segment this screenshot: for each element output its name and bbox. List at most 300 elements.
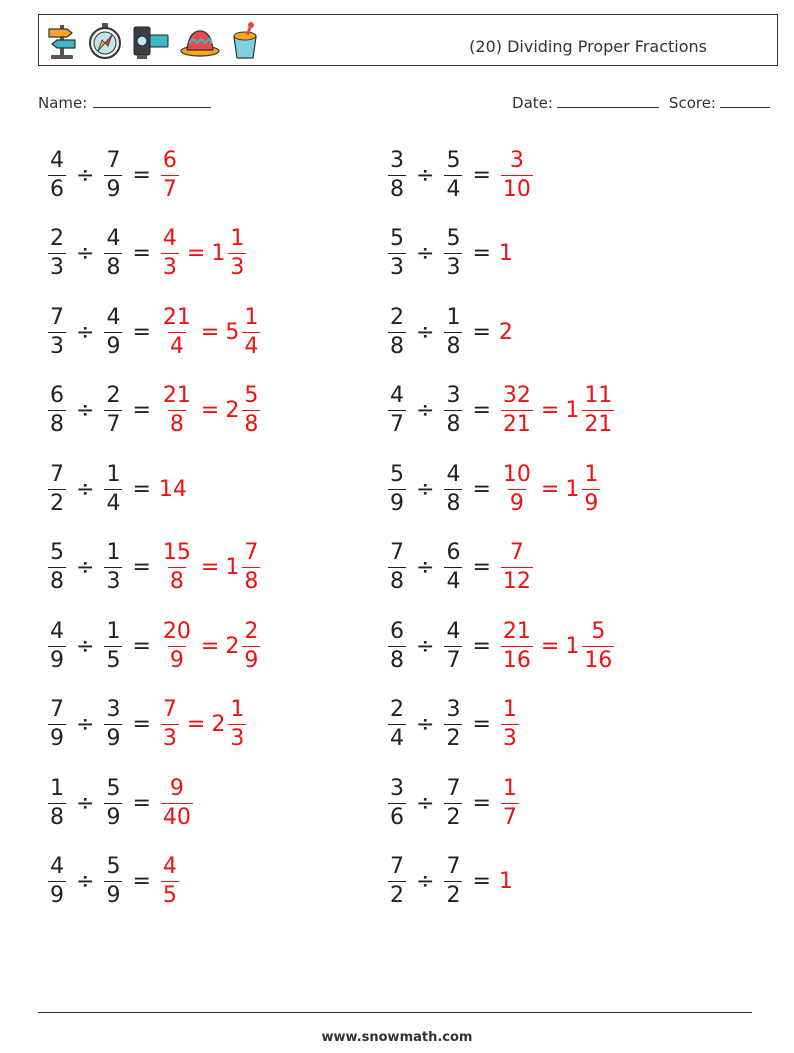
answer-fraction-numerator: 1: [244, 304, 259, 330]
answer-fraction: [501, 461, 533, 516]
answer-fraction: [242, 618, 260, 673]
equals-sign: =: [472, 633, 491, 659]
dividend-fraction-denominator: 2: [50, 490, 64, 516]
answer: [225, 385, 262, 436]
divisor-fraction-denominator: 8: [446, 412, 461, 437]
divisor-fraction-numerator: 6: [446, 540, 461, 565]
dividend-fraction: [388, 147, 406, 202]
divide-sign: ÷: [76, 633, 95, 659]
divisor-fraction-numerator: 4: [106, 304, 121, 330]
answer-fraction-numerator: 21: [502, 618, 531, 644]
divisor-fraction-denominator: 8: [446, 490, 461, 516]
equals-sign: =: [472, 319, 491, 345]
divisor-fraction-denominator: 3: [446, 255, 461, 280]
answer-fraction-denominator: 3: [502, 726, 517, 751]
answer-fraction: [161, 699, 179, 750]
divide-sign: ÷: [416, 869, 435, 894]
equals-sign: =: [472, 869, 491, 894]
divisor-fraction: [444, 618, 462, 673]
divide-sign: ÷: [76, 869, 95, 894]
divisor-fraction-numerator: 3: [446, 383, 461, 408]
answer-whole: 1: [498, 869, 513, 894]
dividend-fraction-numerator: 5: [390, 461, 404, 487]
answer-fraction: [501, 147, 533, 202]
divisor-fraction: [444, 461, 462, 516]
answer-fraction-denominator: 10: [502, 176, 531, 202]
problem-item: [386, 533, 535, 603]
date-label: Date:: [512, 94, 553, 112]
answer: [159, 618, 195, 673]
equals-sign: =: [472, 398, 491, 423]
divisor-fraction-numerator: 5: [446, 147, 461, 173]
equals-sign: =: [132, 241, 151, 266]
answer: [159, 699, 181, 750]
divisor-fraction-denominator: 9: [106, 176, 121, 202]
problem-item: [46, 690, 248, 760]
equals-sign: =: [132, 476, 151, 502]
problem-item: [46, 533, 262, 603]
answer-whole: 1: [565, 633, 580, 659]
problem-item: [386, 847, 514, 917]
answer-fraction: [582, 461, 600, 516]
answer-fraction-denominator: 3: [162, 726, 177, 751]
equals-sign: =: [132, 555, 151, 580]
equals-sign: =: [132, 633, 151, 659]
answer: [211, 699, 248, 750]
divisor-fraction-denominator: 5: [106, 647, 121, 673]
dividend-fraction-denominator: 3: [50, 333, 64, 359]
equals-sign: =: [132, 398, 151, 423]
answer: [225, 542, 262, 593]
problem-item: [386, 297, 514, 367]
answer-whole: 1: [211, 241, 226, 266]
answer: [159, 856, 181, 907]
dividend-fraction: [388, 618, 406, 673]
dividend-fraction-denominator: 8: [390, 569, 404, 594]
camera-icon: [131, 21, 171, 61]
dividend-fraction: [48, 385, 66, 436]
divisor-fraction-denominator: 8: [106, 255, 121, 280]
answer-fraction-denominator: 12: [502, 569, 531, 594]
dividend-fraction-numerator: 4: [390, 383, 404, 408]
answer-fraction: [161, 147, 179, 202]
divisor-fraction: [444, 385, 462, 436]
dividend-fraction-denominator: 8: [50, 569, 64, 594]
equals-sign: =: [132, 869, 151, 894]
divide-sign: ÷: [76, 555, 95, 580]
answer-fraction-numerator: 7: [162, 697, 177, 722]
divide-sign: ÷: [416, 162, 435, 188]
equals-sign: =: [132, 162, 151, 188]
answer: [499, 241, 514, 266]
divide-sign: ÷: [416, 241, 435, 266]
divisor-fraction: [104, 147, 122, 202]
problem-item: [386, 768, 521, 838]
dividend-fraction-denominator: 6: [50, 176, 64, 202]
answer-fraction-numerator: 1: [502, 775, 517, 801]
name-label: Name:: [38, 94, 88, 112]
answer-fraction-numerator: 9: [169, 775, 184, 801]
dividend-fraction: [388, 856, 406, 907]
problem-item: [46, 376, 262, 446]
dividend-fraction-numerator: 4: [50, 618, 64, 644]
divisor-fraction: [444, 542, 462, 593]
answer: [159, 304, 195, 359]
dividend-fraction-denominator: 6: [390, 804, 404, 830]
divisor-fraction-numerator: 3: [106, 697, 121, 722]
answer: [211, 228, 248, 279]
dividend-fraction-denominator: 7: [390, 412, 404, 437]
divisor-fraction: [444, 304, 462, 359]
divisor-fraction-denominator: 9: [106, 804, 121, 830]
answer-fraction-numerator: 1: [230, 226, 245, 251]
dividend-fraction-numerator: 5: [390, 226, 404, 251]
dividend-fraction: [48, 856, 66, 907]
answer: [565, 385, 616, 436]
answer: [225, 304, 262, 359]
answer-equals-sign: =: [540, 633, 560, 659]
answer-whole: 14: [158, 476, 187, 502]
name-field: [38, 93, 211, 112]
answer-fraction: [501, 385, 533, 436]
divisor-fraction-numerator: 4: [446, 461, 461, 487]
divisor-fraction-denominator: 2: [446, 804, 461, 830]
dividend-fraction: [48, 775, 66, 830]
dividend-fraction-numerator: 7: [50, 304, 64, 330]
answer-fraction-denominator: 40: [162, 804, 191, 830]
answer: [499, 320, 514, 345]
answer-fraction: [161, 228, 179, 279]
dividend-fraction-denominator: 3: [50, 255, 64, 280]
divisor-fraction: [444, 147, 462, 202]
answer-fraction-numerator: 1: [584, 461, 599, 487]
answer: [499, 699, 521, 750]
divisor-fraction-denominator: 7: [106, 412, 121, 437]
dividend-fraction-denominator: 8: [390, 176, 404, 202]
problem-item: [386, 219, 514, 289]
score-label: Score:: [668, 94, 716, 112]
answer: [499, 618, 535, 673]
divisor-fraction: [444, 775, 462, 830]
dividend-fraction-numerator: 2: [390, 697, 404, 722]
equals-sign: =: [132, 790, 151, 816]
answer-equals-sign: =: [200, 319, 220, 345]
problem-item: [386, 454, 602, 524]
divisor-fraction-denominator: 9: [106, 883, 121, 908]
dividend-fraction: [48, 461, 66, 516]
answer-fraction-denominator: 9: [244, 647, 259, 673]
header-icons: [45, 21, 261, 61]
answer: [499, 385, 535, 436]
answer-fraction: [501, 775, 519, 830]
answer: [159, 228, 181, 279]
divisor-fraction-denominator: 9: [106, 726, 121, 751]
dividend-fraction-numerator: 7: [390, 540, 404, 565]
divisor-fraction-numerator: 1: [106, 540, 121, 565]
problem-item: [386, 140, 535, 210]
answer-fraction-numerator: 10: [502, 461, 531, 487]
answer: [565, 618, 616, 673]
answer-equals-sign: =: [186, 241, 206, 266]
answer-fraction-denominator: 7: [502, 804, 517, 830]
answer: [499, 461, 535, 516]
answer-fraction-numerator: 4: [162, 226, 177, 251]
answer-fraction-denominator: 9: [169, 647, 184, 673]
divisor-fraction: [104, 228, 122, 279]
answer-fraction-numerator: 3: [509, 147, 524, 173]
dividend-fraction-denominator: 4: [390, 726, 404, 751]
dividend-fraction: [48, 542, 66, 593]
answer: [159, 775, 195, 830]
dividend-fraction: [388, 228, 406, 279]
divisor-fraction-denominator: 2: [446, 726, 461, 751]
divisor-fraction: [104, 699, 122, 750]
problem-item: [46, 847, 181, 917]
answer-fraction-denominator: 3: [230, 255, 245, 280]
dividend-fraction-numerator: 7: [390, 854, 404, 879]
dividend-fraction-denominator: 9: [390, 490, 404, 516]
answer-whole: 2: [211, 712, 226, 737]
divisor-fraction-denominator: 4: [446, 176, 461, 202]
dividend-fraction: [48, 618, 66, 673]
answer-fraction-denominator: 8: [244, 412, 259, 437]
divisor-fraction: [444, 228, 462, 279]
dividend-fraction: [48, 228, 66, 279]
dividend-fraction: [388, 304, 406, 359]
answer-fraction-denominator: 7: [162, 176, 177, 202]
divide-sign: ÷: [76, 162, 95, 188]
answer-fraction-denominator: 21: [584, 412, 613, 437]
dividend-fraction: [388, 542, 406, 593]
divide-sign: ÷: [76, 790, 95, 816]
answer-fraction-numerator: 20: [162, 618, 191, 644]
worksheet-title: (20) Dividing Proper Fractions: [469, 37, 707, 56]
signpost-icon: [45, 21, 79, 61]
answer: [159, 147, 181, 202]
answer-fraction: [501, 699, 519, 750]
dividend-fraction-numerator: 2: [390, 304, 404, 330]
answer-equals-sign: =: [200, 398, 220, 423]
answer-fraction-numerator: 15: [162, 540, 191, 565]
answer-fraction-numerator: 21: [162, 383, 191, 408]
dividend-fraction-denominator: 8: [390, 333, 404, 359]
answer-fraction: [161, 385, 193, 436]
answer-fraction-numerator: 6: [162, 147, 177, 173]
divide-sign: ÷: [76, 712, 95, 737]
dividend-fraction: [388, 699, 406, 750]
answer-equals-sign: =: [200, 633, 220, 659]
answer-whole: 1: [225, 555, 240, 580]
dividend-fraction-numerator: 6: [50, 383, 64, 408]
dividend-fraction-numerator: 1: [50, 775, 64, 801]
answer-equals-sign: =: [540, 398, 560, 423]
answer-fraction-denominator: 8: [169, 569, 184, 594]
divisor-fraction-numerator: 7: [446, 854, 461, 879]
problem-item: [386, 611, 616, 681]
dividend-fraction-numerator: 3: [390, 147, 404, 173]
divisor-fraction-numerator: 1: [106, 618, 121, 644]
divisor-fraction-denominator: 8: [446, 333, 461, 359]
answer-fraction: [161, 856, 179, 907]
divisor-fraction-numerator: 5: [106, 775, 121, 801]
header-box: [38, 14, 778, 66]
divide-sign: ÷: [76, 241, 95, 266]
footer-divider: [38, 1012, 752, 1013]
dividend-fraction-denominator: 8: [50, 412, 64, 437]
dividend-fraction-denominator: 8: [390, 647, 404, 673]
answer-fraction-numerator: 7: [509, 540, 524, 565]
equals-sign: =: [132, 319, 151, 345]
dividend-fraction-numerator: 7: [50, 697, 64, 722]
answer-whole: 2: [498, 319, 513, 345]
divide-sign: ÷: [416, 319, 435, 345]
answer-whole: 5: [225, 319, 240, 345]
answer: [499, 542, 535, 593]
divisor-fraction-numerator: 1: [446, 304, 461, 330]
answer-fraction: [161, 775, 193, 830]
divide-sign: ÷: [76, 319, 95, 345]
answer-fraction: [228, 228, 246, 279]
answer-fraction-numerator: 21: [162, 304, 191, 330]
answer-fraction-denominator: 5: [162, 883, 177, 908]
divisor-fraction: [104, 618, 122, 673]
answer-fraction: [582, 385, 614, 436]
answer-fraction: [501, 618, 533, 673]
answer-fraction-numerator: 11: [584, 383, 613, 408]
dividend-fraction: [48, 699, 66, 750]
dividend-fraction-numerator: 5: [50, 540, 64, 565]
answer: [225, 618, 262, 673]
divide-sign: ÷: [416, 476, 435, 502]
answer-fraction-numerator: 32: [502, 383, 531, 408]
divisor-fraction-denominator: 4: [446, 569, 461, 594]
answer: [159, 477, 188, 502]
answer-equals-sign: =: [540, 476, 560, 502]
dividend-fraction-numerator: 3: [390, 775, 404, 801]
answer-fraction-denominator: 8: [244, 569, 259, 594]
dividend-fraction: [388, 461, 406, 516]
divide-sign: ÷: [416, 633, 435, 659]
divide-sign: ÷: [76, 476, 95, 502]
dividend-fraction: [48, 147, 66, 202]
divide-sign: ÷: [416, 398, 435, 423]
answer-fraction-denominator: 9: [584, 490, 599, 516]
answer-whole: 1: [565, 398, 580, 423]
dividend-fraction-denominator: 8: [50, 804, 64, 830]
divide-sign: ÷: [416, 712, 435, 737]
answer-fraction-denominator: 16: [584, 647, 613, 673]
answer-fraction: [582, 618, 614, 673]
answer-whole: 2: [225, 633, 240, 659]
answer-fraction-numerator: 5: [591, 618, 606, 644]
dividend-fraction-numerator: 6: [390, 618, 404, 644]
sand-bucket-icon: [229, 21, 261, 61]
hat-icon: [179, 21, 221, 61]
dividend-fraction-numerator: 4: [50, 147, 64, 173]
answer-fraction-denominator: 16: [502, 647, 531, 673]
divisor-fraction-numerator: 7: [446, 775, 461, 801]
divisor-fraction-numerator: 4: [446, 618, 461, 644]
answer-fraction: [161, 618, 193, 673]
footer-url: www.snowmath.com: [321, 1030, 473, 1045]
problem-item: [46, 611, 262, 681]
dividend-fraction-numerator: 7: [50, 461, 64, 487]
problem-item: [46, 297, 262, 367]
answer-fraction: [161, 542, 193, 593]
problem-item: [46, 219, 248, 289]
dividend-fraction: [48, 304, 66, 359]
answer-whole: 1: [498, 241, 513, 266]
divisor-fraction-numerator: 3: [446, 697, 461, 722]
date-score-fields: [512, 93, 770, 112]
problem-item: [386, 376, 616, 446]
divisor-fraction: [104, 385, 122, 436]
name-blank[interactable]: [93, 93, 211, 108]
answer-fraction-numerator: 2: [244, 618, 259, 644]
divide-sign: ÷: [416, 790, 435, 816]
answer-fraction: [242, 385, 260, 436]
equals-sign: =: [472, 476, 491, 502]
answer-fraction-denominator: 9: [509, 490, 524, 516]
answer-equals-sign: =: [186, 712, 206, 737]
answer-fraction-denominator: 3: [162, 255, 177, 280]
divisor-fraction: [444, 699, 462, 750]
equals-sign: =: [472, 162, 491, 188]
equals-sign: =: [472, 712, 491, 737]
divisor-fraction: [104, 542, 122, 593]
divisor-fraction-denominator: 2: [446, 883, 461, 908]
answer-fraction-numerator: 5: [244, 383, 259, 408]
dividend-fraction-denominator: 9: [50, 726, 64, 751]
compass-icon: [87, 21, 123, 61]
dividend-fraction-denominator: 3: [390, 255, 404, 280]
dividend-fraction-denominator: 2: [390, 883, 404, 908]
problem-item: [386, 690, 521, 760]
answer-fraction-numerator: 4: [162, 854, 177, 879]
divide-sign: ÷: [416, 555, 435, 580]
answer-fraction: [501, 542, 533, 593]
answer-fraction-numerator: 1: [230, 697, 245, 722]
answer-fraction-denominator: 4: [244, 333, 259, 359]
dividend-fraction-numerator: 4: [50, 854, 64, 879]
answer-fraction: [228, 699, 246, 750]
divisor-fraction-numerator: 4: [106, 226, 121, 251]
answer-fraction: [242, 542, 260, 593]
answer-whole: 2: [225, 398, 240, 423]
problem-item: [46, 454, 188, 524]
problem-item: [46, 140, 181, 210]
divisor-fraction-numerator: 1: [106, 461, 121, 487]
answer-whole: 1: [565, 476, 580, 502]
divisor-fraction: [444, 856, 462, 907]
date-blank[interactable]: [557, 93, 659, 108]
answer-fraction-numerator: 1: [502, 697, 517, 722]
divisor-fraction: [104, 461, 122, 516]
answer-fraction-denominator: 21: [502, 412, 531, 437]
dividend-fraction-numerator: 2: [50, 226, 64, 251]
answer-fraction-numerator: 7: [244, 540, 259, 565]
answer-fraction: [161, 304, 193, 359]
problem-item: [46, 768, 195, 838]
dividend-fraction: [388, 385, 406, 436]
answer-fraction-denominator: 3: [230, 726, 245, 751]
answer: [159, 385, 195, 436]
answer-fraction-denominator: 4: [169, 333, 184, 359]
divisor-fraction-numerator: 5: [446, 226, 461, 251]
score-blank[interactable]: [720, 93, 770, 108]
answer-equals-sign: =: [200, 555, 220, 580]
divisor-fraction-numerator: 7: [106, 147, 121, 173]
